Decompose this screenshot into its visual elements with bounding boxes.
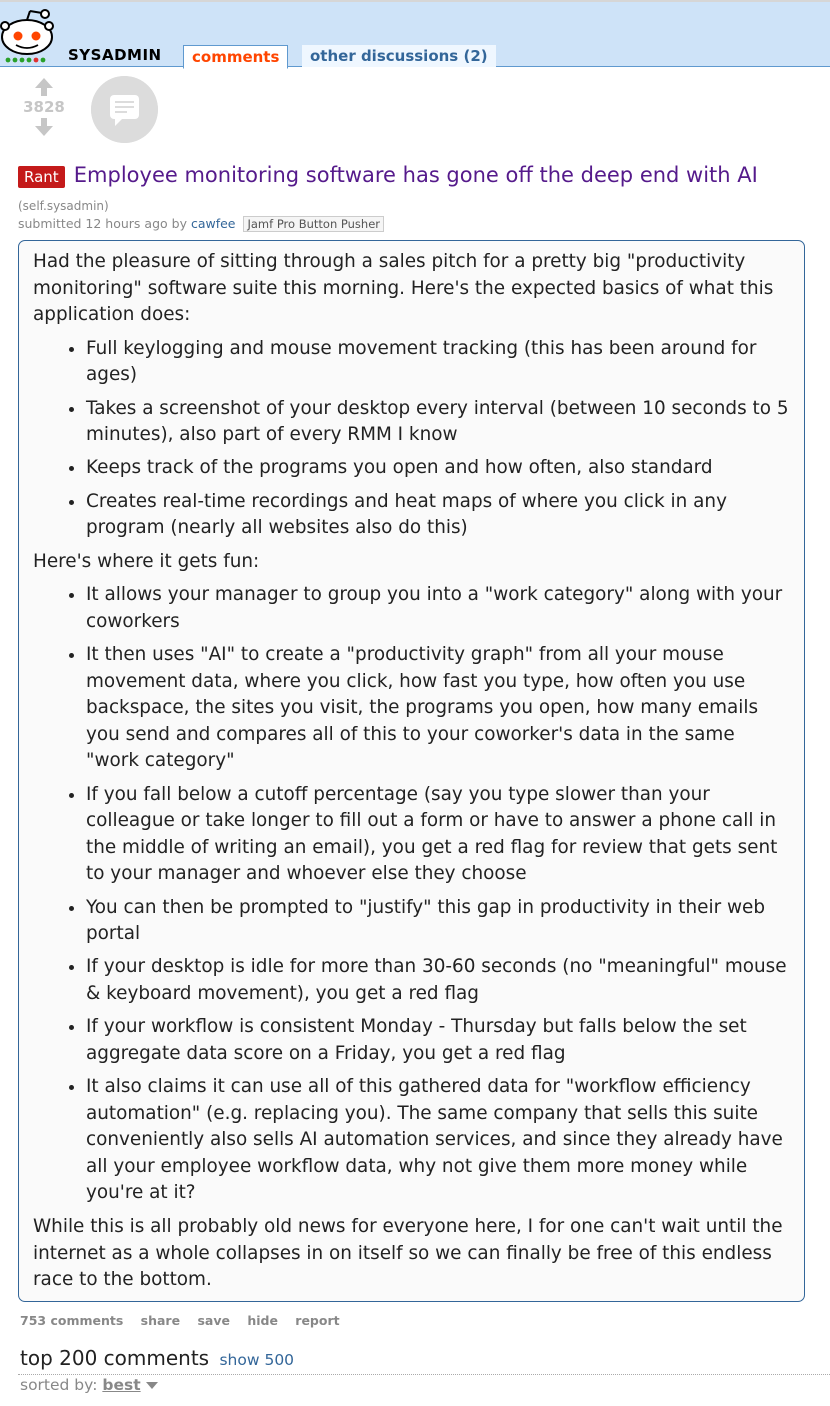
submitted-text: submitted 12 hours ago by <box>18 216 187 231</box>
share-button[interactable]: share <box>140 1313 181 1328</box>
post-title-row <box>18 163 818 188</box>
tab-comments[interactable]: comments <box>183 45 288 69</box>
vote-box <box>18 78 70 136</box>
list-item: • Full keylogging and mouse movement tracking (this has been around for ages) <box>86 336 790 389</box>
post-tagline <box>18 216 384 232</box>
post-score: 3828 <box>23 98 65 116</box>
reddit-alien-logo[interactable] <box>0 4 60 64</box>
tab-other-discussions[interactable]: other discussions (2) <box>302 45 496 67</box>
user-flair: Jamf Pro Button Pusher <box>243 216 384 232</box>
list-item: • Keeps track of the programs you open and how often, also standard <box>86 455 790 482</box>
basics-list <box>33 336 790 542</box>
downvote-arrow-icon[interactable] <box>18 118 70 136</box>
comments-heading <box>20 1346 294 1370</box>
post-intro: Had the pleasure of sitting through a sales pitch for a pretty big "productivity monitoring" software suite this morning. Here's the expected basics of what this application does: <box>33 251 774 326</box>
list-item: • You can then be prompted to "justify" this gap in productivity in their web portal <box>86 895 790 948</box>
fun-intro: Here's where it gets fun: <box>33 550 260 572</box>
post-actions <box>20 1313 353 1328</box>
list-item: • Creates real-time recordings and heat maps of where you click in any program (nearly all websites also do this) <box>86 489 790 542</box>
save-button[interactable]: save <box>197 1313 230 1328</box>
post-outro: While this is all probably old news for everyone here, I for one can't wait until the internet as a whole collapses in on itself so we can finally be free of this endless race to the bottom. <box>33 1215 783 1291</box>
report-button[interactable]: report <box>295 1313 340 1328</box>
show-500-link[interactable]: show 500 <box>219 1351 295 1369</box>
sort-label: sorted by: <box>20 1376 98 1394</box>
divider <box>18 1374 830 1375</box>
post-author[interactable]: cawfee <box>190 216 236 231</box>
fun-list <box>33 582 790 1207</box>
post-domain[interactable]: (self.sysadmin) <box>18 199 109 213</box>
list-item: • If your workflow is consistent Monday - Thursday but falls below the set aggregate data score on a Friday, you get a red flag <box>86 1014 790 1067</box>
sort-dropdown[interactable]: best <box>102 1376 141 1394</box>
list-item: • If your desktop is idle for more than 30-60 seconds (no "meaningful" mouse & keyboard movement), you get a red flag <box>86 954 790 1007</box>
list-item: • If you fall below a cutoff percentage (say you type slower than your colleague or take longer to fill out a form or have to answer a phone call in the middle of writing an email), you get a red flag for review that gets sent to your manager and whoever else they choose <box>86 782 790 888</box>
post-body <box>18 240 805 1302</box>
subreddit-name[interactable]: SYSADMIN <box>68 46 162 64</box>
list-item: • It also claims it can use all of this gathered data for "workflow efficiency automation" (e.g. replacing you). The same company that sells this suite conveniently also sells AI automation services, and since they already have all your employee workflow data, why not give them more money while you're at it? <box>86 1074 790 1207</box>
post-flair: Rant <box>18 166 65 188</box>
header-bar <box>0 0 830 67</box>
self-post-thumbnail-icon[interactable] <box>91 76 158 143</box>
chevron-down-icon[interactable] <box>146 1382 158 1389</box>
list-item: • It then uses "AI" to create a "productivity graph" from all your mouse movement data, where you click, how fast you type, how often you use backspace, the sites you visit, the programs you open, how many emails you send and compares all of this to your coworker's data in the same "work category" <box>86 642 790 775</box>
upvote-arrow-icon[interactable] <box>18 78 70 96</box>
list-item: • It allows your manager to group you into a "work category" along with your coworkers <box>86 582 790 635</box>
sort-menu <box>20 1376 158 1394</box>
comments-link[interactable]: 753 comments <box>20 1313 124 1328</box>
list-item: • Takes a screenshot of your desktop every interval (between 10 seconds to 5 minutes), also part of every RMM I know <box>86 396 790 449</box>
hide-button[interactable]: hide <box>247 1313 278 1328</box>
comments-heading-text: top 200 comments <box>20 1346 210 1370</box>
post-title[interactable]: Employee monitoring software has gone off the deep end with AI <box>73 163 758 187</box>
